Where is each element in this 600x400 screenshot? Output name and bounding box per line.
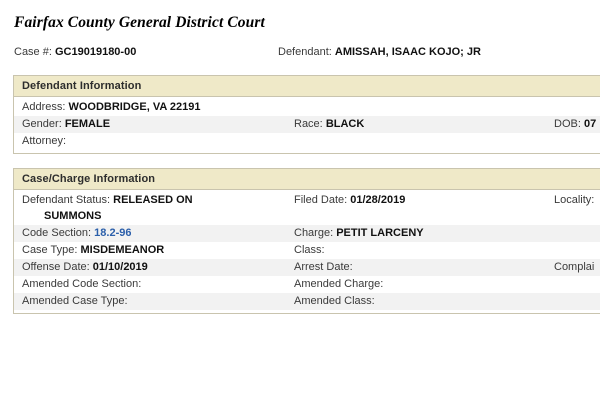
case-number-group xyxy=(14,46,136,58)
complainant-label: Complai xyxy=(554,261,595,273)
code-section-link[interactable]: 18.2-96 xyxy=(94,227,132,239)
amended-class-label: Amended Class: xyxy=(294,295,375,307)
charge-label: Charge: xyxy=(294,227,334,239)
gender-value: FEMALE xyxy=(64,118,111,130)
table-row xyxy=(14,293,600,310)
table-row xyxy=(14,192,600,225)
code-section-cell xyxy=(22,225,131,241)
complainant-cell xyxy=(554,259,594,275)
arrest-date-label: Arrest Date: xyxy=(294,261,353,273)
defendant-information-body xyxy=(14,97,600,153)
attorney-cell xyxy=(22,133,66,149)
case-type-value: MISDEMEANOR xyxy=(80,244,165,256)
race-value: BLACK xyxy=(325,118,365,130)
case-type-cell xyxy=(22,242,164,258)
panel-bottom-border xyxy=(13,313,600,314)
class-label: Class: xyxy=(294,244,325,256)
arrest-date-cell xyxy=(294,259,353,275)
defendant-name-value: AMISSAH, ISAAC KOJO; JR xyxy=(334,46,481,58)
amended-case-type-cell xyxy=(22,293,128,309)
case-header xyxy=(14,46,600,62)
charge-cell xyxy=(294,225,424,241)
defendant-information-header: Defendant Information xyxy=(14,76,600,97)
case-type-label: Case Type: xyxy=(22,244,78,256)
filed-date-cell xyxy=(294,192,405,208)
case-charge-information-header: Case/Charge Information xyxy=(14,169,600,190)
dob-value: 07 xyxy=(583,118,597,130)
defendant-status-value-continued: SUMMONS xyxy=(44,210,102,222)
table-row xyxy=(14,242,600,259)
amended-code-section-cell xyxy=(22,276,141,292)
address-label: Address: xyxy=(22,101,66,113)
race-cell xyxy=(294,116,364,132)
filed-date-label: Filed Date: xyxy=(294,194,348,206)
address-value: WOODBRIDGE, VA 22191 xyxy=(68,101,201,113)
case-charge-information-body xyxy=(14,190,600,313)
address-cell xyxy=(22,99,201,115)
locality-label: Locality: xyxy=(554,194,595,206)
table-row xyxy=(14,259,600,276)
gender-cell xyxy=(22,116,110,132)
amended-class-cell xyxy=(294,293,375,309)
offense-date-label: Offense Date: xyxy=(22,261,90,273)
charge-value: PETIT LARCENY xyxy=(336,227,424,239)
case-number-label: Case #: xyxy=(14,46,52,58)
amended-code-section-label: Amended Code Section: xyxy=(22,278,142,290)
defendant-status-label: Defendant Status: xyxy=(22,194,111,206)
table-row xyxy=(14,225,600,242)
case-charge-information-panel xyxy=(13,168,600,313)
offense-date-value: 01/10/2019 xyxy=(92,261,148,273)
dob-label: DOB: xyxy=(554,118,581,130)
table-row xyxy=(14,116,600,133)
defendant-name-group xyxy=(278,46,481,58)
dob-cell xyxy=(554,116,596,132)
section-spacer xyxy=(14,154,600,168)
offense-date-cell xyxy=(22,259,148,275)
class-cell xyxy=(294,242,325,258)
code-section-label: Code Section: xyxy=(22,227,92,239)
amended-charge-cell xyxy=(294,276,383,292)
table-row xyxy=(14,133,600,150)
attorney-label: Attorney: xyxy=(22,135,67,147)
locality-cell xyxy=(554,192,594,208)
page-title: Fairfax County General District Court xyxy=(14,14,265,31)
table-row xyxy=(14,99,600,116)
defendant-information-panel xyxy=(13,75,600,153)
amended-charge-label: Amended Charge: xyxy=(294,278,384,290)
gender-label: Gender: xyxy=(22,118,62,130)
race-label: Race: xyxy=(294,118,323,130)
amended-case-type-label: Amended Case Type: xyxy=(22,295,128,307)
defendant-name-label: Defendant: xyxy=(278,46,332,58)
case-number-value: GC19019180-00 xyxy=(54,46,137,58)
table-row xyxy=(14,276,600,293)
defendant-status-value: RELEASED ON xyxy=(113,194,193,206)
defendant-status-cell xyxy=(22,192,193,208)
filed-date-value: 01/28/2019 xyxy=(350,194,406,206)
